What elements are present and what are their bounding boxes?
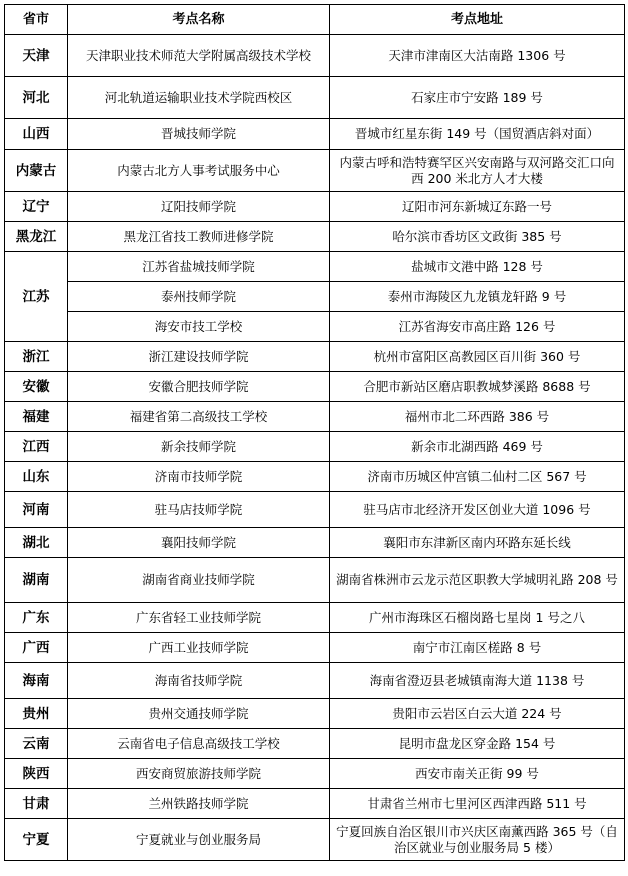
- venue-name-cell: 广西工业技师学院: [68, 633, 330, 663]
- venue-name-cell: 海南省技师学院: [68, 663, 330, 699]
- table-row: [5, 663, 625, 699]
- table-row: [5, 77, 625, 119]
- province-cell: 黑龙江: [5, 222, 68, 252]
- table-row: [5, 432, 625, 462]
- venue-name-cell: 广东省轻工业技师学院: [68, 603, 330, 633]
- province-cell: 江苏: [5, 252, 68, 342]
- province-cell: 山西: [5, 119, 68, 150]
- venue-address-cell: 贵阳市云岩区白云大道 224 号: [330, 699, 625, 729]
- venue-name-cell: 贵州交通技师学院: [68, 699, 330, 729]
- table-row: [5, 633, 625, 663]
- venue-address-cell: 内蒙古呼和浩特赛罕区兴安南路与双河路交汇口向西 200 米北方人才大楼: [330, 150, 625, 192]
- province-cell: 辽宁: [5, 192, 68, 222]
- venue-address-cell: 天津市津南区大沽南路 1306 号: [330, 35, 625, 77]
- province-cell: 陕西: [5, 759, 68, 789]
- table-row: [5, 150, 625, 192]
- venue-name-cell: 晋城技师学院: [68, 119, 330, 150]
- venue-name-cell: 黑龙江省技工教师进修学院: [68, 222, 330, 252]
- venue-address-cell: 广州市海珠区石榴岗路七星岗 1 号之八: [330, 603, 625, 633]
- venue-name-cell: 安徽合肥技师学院: [68, 372, 330, 402]
- province-cell: 广东: [5, 603, 68, 633]
- table-row: [5, 759, 625, 789]
- province-cell: 广西: [5, 633, 68, 663]
- province-cell: 山东: [5, 462, 68, 492]
- venue-name-cell: 江苏省盐城技师学院: [68, 252, 330, 282]
- venue-name-cell: 内蒙古北方人事考试服务中心: [68, 150, 330, 192]
- province-cell: 湖北: [5, 528, 68, 558]
- table-row: [5, 528, 625, 558]
- table-row: [5, 462, 625, 492]
- venue-address-cell: 石家庄市宁安路 189 号: [330, 77, 625, 119]
- venue-name-cell: 天津职业技术师范大学附属高级技术学校: [68, 35, 330, 77]
- venue-address-cell: 宁夏回族自治区银川市兴庆区南薰西路 365 号（自治区就业与创业服务局 5 楼）: [330, 819, 625, 861]
- venue-name-cell: 辽阳技师学院: [68, 192, 330, 222]
- venue-name-cell: 新余技师学院: [68, 432, 330, 462]
- province-cell: 湖南: [5, 558, 68, 603]
- venue-address-cell: 江苏省海安市高庄路 126 号: [330, 312, 625, 342]
- table-row: [5, 492, 625, 528]
- venue-address-cell: 辽阳市河东新城辽东路一号: [330, 192, 625, 222]
- table-row: [5, 342, 625, 372]
- venue-address-cell: 西安市南关正街 99 号: [330, 759, 625, 789]
- venue-address-cell: 福州市北二环西路 386 号: [330, 402, 625, 432]
- province-cell: 云南: [5, 729, 68, 759]
- table-row: [5, 819, 625, 861]
- table-header-row: [5, 5, 625, 35]
- venue-address-cell: 南宁市江南区槎路 8 号: [330, 633, 625, 663]
- venue-name-cell: 宁夏就业与创业服务局: [68, 819, 330, 861]
- province-cell: 天津: [5, 35, 68, 77]
- province-cell: 宁夏: [5, 819, 68, 861]
- venue-address-cell: 驻马店市北经济开发区创业大道 1096 号: [330, 492, 625, 528]
- table-row: [5, 35, 625, 77]
- venue-name-cell: 浙江建设技师学院: [68, 342, 330, 372]
- venue-address-cell: 济南市历城区仲宫镇二仙村二区 567 号: [330, 462, 625, 492]
- table-row: [5, 699, 625, 729]
- venue-address-cell: 合肥市新站区磨店职教城梦溪路 8688 号: [330, 372, 625, 402]
- venue-address-cell: 盐城市文港中路 128 号: [330, 252, 625, 282]
- venue-name-cell: 湖南省商业技师学院: [68, 558, 330, 603]
- province-cell: 河北: [5, 77, 68, 119]
- table-row: [5, 402, 625, 432]
- venue-address-cell: 海南省澄迈县老城镇南海大道 1138 号: [330, 663, 625, 699]
- venue-address-cell: 哈尔滨市香坊区文政街 385 号: [330, 222, 625, 252]
- venue-address-cell: 襄阳市东津新区南内环路东延长线: [330, 528, 625, 558]
- province-cell: 安徽: [5, 372, 68, 402]
- table-row: [5, 222, 625, 252]
- header-province: 省市: [5, 5, 68, 35]
- exam-venue-table: [4, 4, 625, 861]
- province-cell: 内蒙古: [5, 150, 68, 192]
- venue-name-cell: 济南市技师学院: [68, 462, 330, 492]
- table-row: [5, 372, 625, 402]
- header-venue-address: 考点地址: [330, 5, 625, 35]
- province-cell: 福建: [5, 402, 68, 432]
- venue-name-cell: 福建省第二高级技工学校: [68, 402, 330, 432]
- venue-name-cell: 驻马店技师学院: [68, 492, 330, 528]
- table-row: [5, 192, 625, 222]
- venue-name-cell: 襄阳技师学院: [68, 528, 330, 558]
- venue-name-cell: 海安市技工学校: [68, 312, 330, 342]
- venue-address-cell: 泰州市海陵区九龙镇龙轩路 9 号: [330, 282, 625, 312]
- venue-name-cell: 泰州技师学院: [68, 282, 330, 312]
- table-row: [5, 558, 625, 603]
- venue-address-cell: 杭州市富阳区高教园区百川街 360 号: [330, 342, 625, 372]
- province-cell: 浙江: [5, 342, 68, 372]
- venue-name-cell: 兰州铁路技师学院: [68, 789, 330, 819]
- table-row: [5, 312, 625, 342]
- venue-name-cell: 河北轨道运输职业技术学院西校区: [68, 77, 330, 119]
- province-cell: 甘肃: [5, 789, 68, 819]
- venue-address-cell: 晋城市红星东街 149 号（国贸酒店斜对面）: [330, 119, 625, 150]
- table-row: [5, 603, 625, 633]
- table-row: [5, 729, 625, 759]
- venue-address-cell: 湖南省株洲市云龙示范区职教大学城明礼路 208 号: [330, 558, 625, 603]
- province-cell: 海南: [5, 663, 68, 699]
- venue-address-cell: 甘肃省兰州市七里河区西津西路 511 号: [330, 789, 625, 819]
- table-row: [5, 282, 625, 312]
- table-row: [5, 252, 625, 282]
- table-row: [5, 789, 625, 819]
- header-venue-name: 考点名称: [68, 5, 330, 35]
- province-cell: 河南: [5, 492, 68, 528]
- venue-address-cell: 新余市北湖西路 469 号: [330, 432, 625, 462]
- province-cell: 贵州: [5, 699, 68, 729]
- venue-address-cell: 昆明市盘龙区穿金路 154 号: [330, 729, 625, 759]
- venue-name-cell: 云南省电子信息高级技工学校: [68, 729, 330, 759]
- venue-name-cell: 西安商贸旅游技师学院: [68, 759, 330, 789]
- province-cell: 江西: [5, 432, 68, 462]
- table-row: [5, 119, 625, 150]
